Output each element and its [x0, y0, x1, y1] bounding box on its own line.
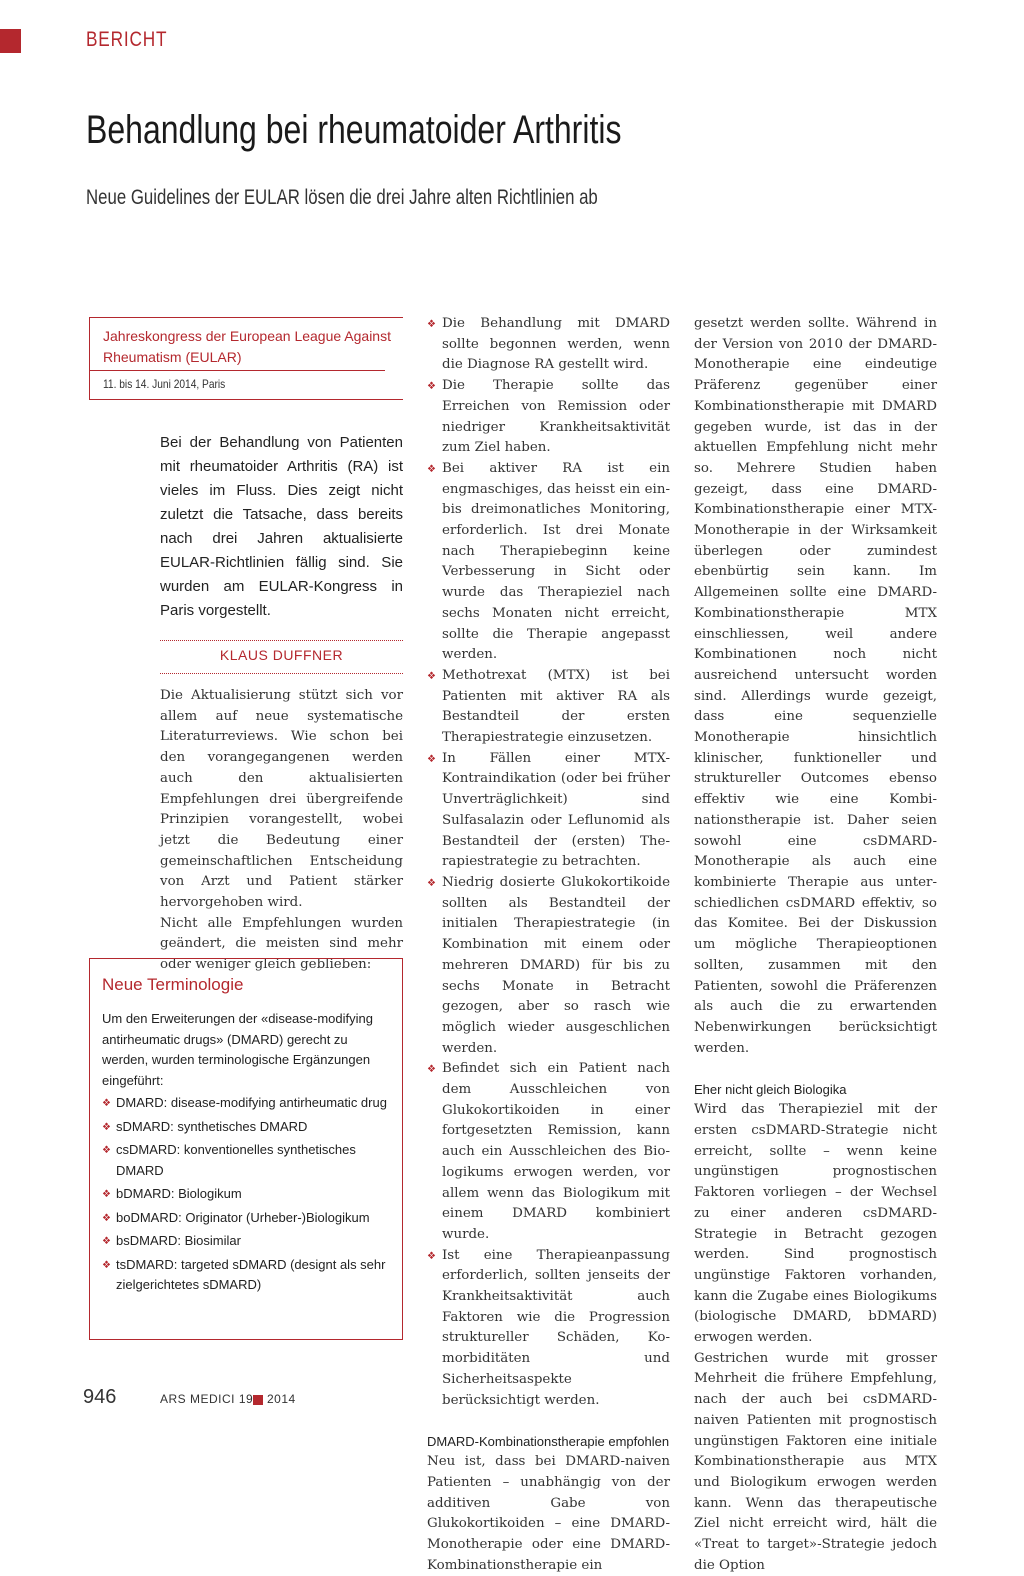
terminology-box: [89, 958, 403, 1340]
list-item: ❖ Ist eine Therapieanpassung erforderlich, sollten jenseits der Krankheitsaktivität auch Faktoren wie die Progression struktureller Schäden, Komorbiditäten und Sicherheitsaspekte berücksichtigt werden.: [427, 1247, 670, 1408]
body-paragraph: Nicht alle Empfehlungen wurden geändert, die meisten sind mehr oder weniger gleich geblieben:: [160, 915, 403, 973]
list-item: ❖ Die Behandlung mit DMARD sollte begonnen werden, wenn die Diagnose RA gestellt wird.: [427, 316, 670, 373]
diamond-bullet-icon: ❖: [427, 1064, 436, 1076]
issue-year: 2014: [267, 1392, 296, 1406]
list-item: ❖ Bei aktiver RA ist ein engmaschiges, das heisst ein ein- bis dreimonatliches Monitoring, erforderlich. Ist drei Monate nach Therapiebeginn keine Verbesserung in Sicht oder wurde das Therapieziel nach sechs Monaten nicht erreicht, sollte die Therapie angepasst werden.: [427, 460, 670, 663]
column-3: [694, 314, 937, 1576]
article-subtitle: Neue Guidelines der EULAR lösen die drei Jahre alten Richtlinien ab: [86, 186, 598, 209]
terminology-title: Neue Terminologie: [102, 975, 244, 994]
diamond-bullet-icon: ❖: [102, 1189, 111, 1200]
list-item: ❖ tsDMARD: targeted sDMARD (designt als sehr zielgerichtetes sDMARD): [102, 1256, 386, 1292]
page-number: 946: [83, 1386, 117, 1408]
diamond-bullet-icon: ❖: [102, 1145, 111, 1156]
list-item: ❖ csDMARD: konventionelles synthetisches DMARD: [102, 1142, 356, 1178]
section-heading: Eher nicht gleich Biologika: [694, 1082, 847, 1098]
diamond-bullet-icon: ❖: [427, 753, 436, 765]
diamond-bullet-icon: ❖: [427, 1250, 436, 1262]
list-item: ❖ Die Therapie sollte das Erreichen von Remission oder niedriger Krankheitsaktivität zum Ziel haben.: [427, 378, 670, 456]
terminology-intro: Um den Erweiterungen der «disease-modifying antirheumatic drugs» (DMARD) gerecht zu werden, wurden terminologische Ergänzungen eingeführt:: [102, 1011, 373, 1088]
diamond-bullet-icon: ❖: [427, 877, 436, 889]
body-paragraph: Gestrichen wurde mit grosser Mehrheit die frühere Empfehlung, nach der auch bei csDMARD-naiven Patienten mit prognostisch ungünstigen Faktoren eine initiale Kombinationstherapie aus MTX und Biologikum erwogen werden kann. Wenn das therapeutische Ziel nicht erreicht wird, hält die «Treat to target»-Strategie jedoch die Option: [694, 1350, 937, 1573]
diamond-bullet-icon: ❖: [102, 1098, 111, 1109]
diamond-bullet-icon: ❖: [102, 1121, 111, 1133]
column-1: [160, 686, 403, 976]
divider-bottom: [160, 673, 403, 674]
author: KLAUS DUFFNER: [219, 647, 344, 663]
event-name: Jahreskongress der European League Against Rheumatism (EULAR): [103, 328, 391, 365]
event-date: 11. bis 14. Juni 2014, Paris: [103, 377, 226, 391]
list-item: ❖ In Fällen einer MTX-Kontraindikation (oder bei früher Unverträglichkeit) sind Sulfasalazin oder Leflunomid als Bestandteil der (ersten) Therapiestrategie zu betrachten.: [427, 750, 670, 870]
list-item: ❖ DMARD: disease-modifying antirheumatic drug: [102, 1093, 397, 1114]
magazine-name: ARS MEDICI 19: [160, 1392, 254, 1406]
recommendation-list: [427, 314, 670, 1411]
section-heading: DMARD-Kombinationstherapie empfohlen: [427, 1434, 670, 1450]
list-item: ❖ sDMARD: synthetisches DMARD: [102, 1117, 397, 1138]
diamond-bullet-icon: ❖: [102, 1236, 111, 1247]
diamond-bullet-icon: ❖: [102, 1212, 111, 1224]
event-box: [89, 317, 403, 400]
body-paragraph: gesetzt werden sollte. Während in der Version von 2010 der DMARD-Monotherapie eine eindeutige Präferenz gegenüber einer Kombinationstherapie mit DMARD gegeben wurde, ist das in der aktuellen Empfehlung nicht mehr so. Mehrere Studien haben gezeigt, dass eine DMARD-Kombinationstherapie einer MTX-Monotherapie in der Wirksamkeit überlegen oder zumindest ebenbürtig sein kann. Im Allgemeinen sollte eine DMARD-Kombinationstherapie MTX einschliessen, weil andere Kombinationen noch nicht ausreichend untersucht worden sind. Allerdings wurde gezeigt, dass eine sequenzielle Monotherapie hinsichtlich klinischer, funktioneller und struktureller Outcomes ebenso effektiv wie eine Kombinationstherapie ist. Daher seien sowohl eine csDMARD-Monotherapie als auch eine kombinierte Therapie aus unterschiedlichen csDMARD effektiv, so das Komitee. Bei der Diskussion um mögliche Therapieoptionen sollten, zusammen mit den Patienten, sowohl die Präferenzen als auch die zu erwartenden Nebenwirkungen berücksichtigt werden.: [694, 316, 937, 1056]
list-item: ❖ boDMARD: Originator (Urheber-)Biologikum: [102, 1208, 397, 1229]
body-paragraph: Neu ist, dass bei DMARD-naiven Patienten – unabhängig von der additiven Gabe von Glukokortikoiden – eine DMARD-Monotherapie oder eine DMARD-Kombinationstherapie ein: [427, 1454, 670, 1573]
list-item: ❖ Befindet sich ein Patient nach dem Ausschleichen von Glukokortikoiden in einer fortgesetzten Remission, kann auch ein Ausschleichen des Biologikums erwogen werden, vor allem wenn das Biologikum mit einem DMARD kombiniert wurde.: [427, 1061, 670, 1242]
diamond-bullet-icon: ❖: [427, 381, 436, 393]
section-label: BERICHT: [86, 28, 168, 51]
list-item: ❖ bsDMARD: Biosimilar: [102, 1231, 397, 1252]
footer-square: [253, 1395, 263, 1405]
body-paragraph: Wird das Therapieziel mit der ersten csDMARD-Strategie nicht erreicht, sollte – wenn keine ungünstigen prognostischen Faktoren vorliegen – der Wechsel zu einer anderen csDMARD-Strategie in Betracht gezogen werden. Sind prognostisch ungünstige Faktoren vorhanden, kann die Zugabe eines Biologikums (biologische DMARD, bDMARD) erwogen werden.: [694, 1102, 937, 1346]
lead-paragraph: Bei der Behandlung von Patienten mit rheumatoider Arthritis (RA) ist vieles im Fluss. Dies zeigt nicht zuletzt die Tatsache, dass bereits nach drei Jahren aktualisierte EULAR-Richtlinien fällig sind. Sie wurden am EULAR-Kongress in Paris vorgestellt.: [160, 434, 403, 619]
diamond-bullet-icon: ❖: [427, 319, 436, 330]
list-item: ❖ Methotrexat (MTX) ist bei Patienten mit aktiver RA als Bestandteil der ersten Therapiestrategie einzusetzen.: [427, 667, 670, 746]
divider-top: [160, 640, 403, 641]
event-divider: [90, 370, 385, 371]
list-item: ❖ Niedrig dosierte Glukokortikoide sollten als Bestandteil der initialen Therapiestrategie (in Kombination mit einem oder mehreren DMARD) für bis zu sechs Monate in Betracht gezogen, aber so rasch wie möglich wieder ausgeschlichen werden.: [427, 874, 670, 1056]
article-title: Behandlung bei rheumatoider Arthritis: [86, 108, 622, 152]
diamond-bullet-icon: ❖: [427, 463, 436, 475]
terminology-list: [102, 1093, 397, 1299]
section-marker: [0, 29, 21, 53]
diamond-bullet-icon: ❖: [102, 1259, 111, 1271]
list-item: ❖ bDMARD: Biologikum: [102, 1184, 397, 1205]
column-2: [427, 314, 670, 1576]
diamond-bullet-icon: ❖: [427, 670, 436, 682]
body-paragraph: Die Aktualisierung stützt sich vor allem auf neue systematische Literaturreviews. Wie schon bei den vorangegangenen werden auch den aktualisierten Empfehlungen drei übergreifende Prinzipien vorangestellt, wobei jetzt die Bedeutung einer gemeinschaftlichen Entscheidung von Arzt und Patient stärker hervorgehoben wird.: [160, 688, 403, 911]
